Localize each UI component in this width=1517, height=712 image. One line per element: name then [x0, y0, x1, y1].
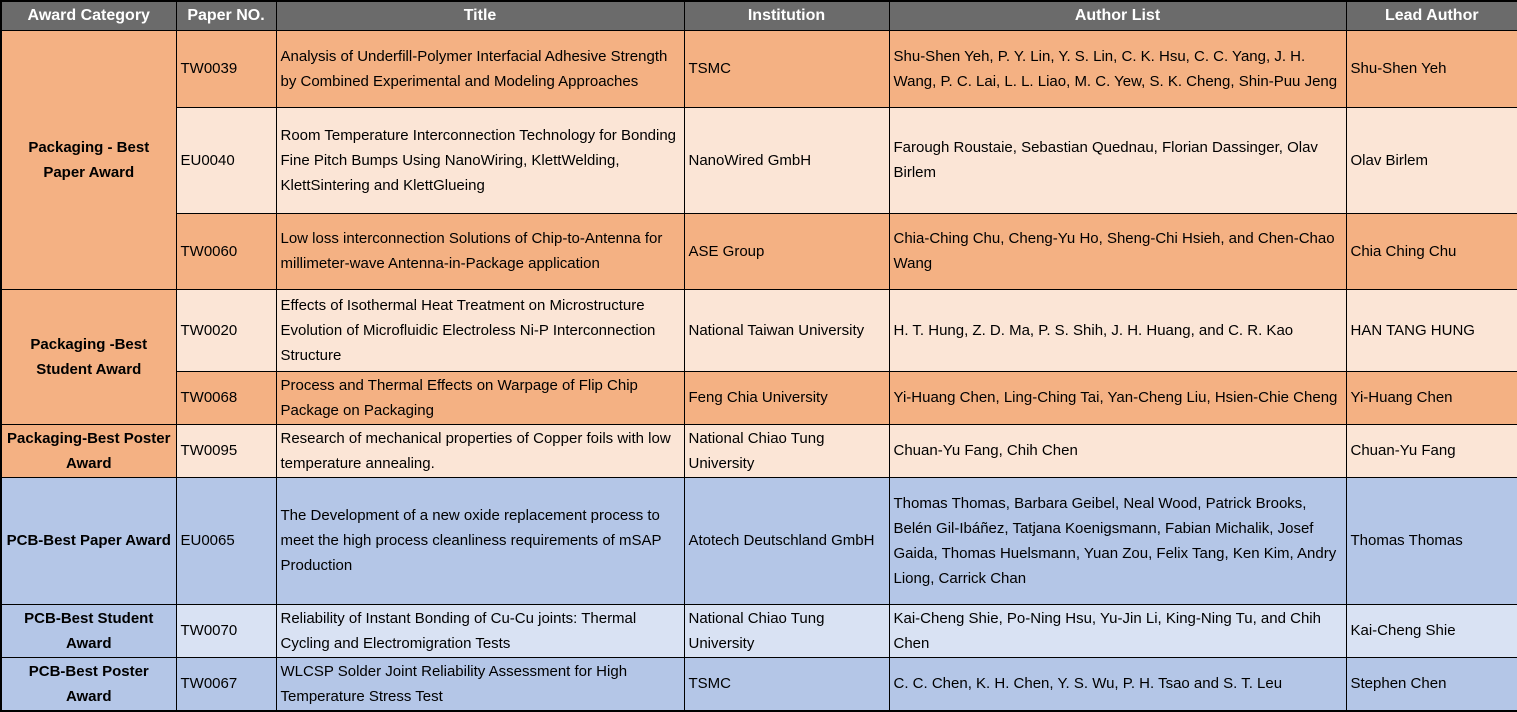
lead-author-cell: Stephen Chen: [1346, 657, 1517, 711]
category-cell-packaging-best-student: Packaging -Best Student Award: [1, 289, 176, 424]
institution-cell: Atotech Deutschland GmbH: [684, 477, 889, 604]
table-row: [1, 30, 1517, 107]
title-cell: WLCSP Solder Joint Reliability Assessment for High Temperature Stress Test: [276, 657, 684, 711]
authors-cell: Chia-Ching Chu, Cheng-Yu Ho, Sheng-Chi Hsieh, and Chen-Chao Wang: [889, 213, 1346, 289]
title-cell: Low loss interconnection Solutions of Chip-to-Antenna for millimeter-wave Antenna-in-Package application: [276, 213, 684, 289]
category-cell-packaging-best-poster: Packaging-Best Poster Award: [1, 424, 176, 477]
title-cell: Effects of Isothermal Heat Treatment on Microstructure Evolution of Microfluidic Electroless Ni-P Interconnection Structure: [276, 289, 684, 371]
title-cell: Reliability of Instant Bonding of Cu-Cu joints: Thermal Cycling and Electromigration Tests: [276, 604, 684, 657]
table-row: [1, 289, 1517, 371]
institution-cell: National Chiao Tung University: [684, 604, 889, 657]
institution-cell: National Taiwan University: [684, 289, 889, 371]
lead-author-cell: Olav Birlem: [1346, 107, 1517, 213]
table-row: [1, 107, 1517, 213]
category-cell-pcb-best-paper: PCB-Best Paper Award: [1, 477, 176, 604]
header-cell-author-list: Author List: [889, 1, 1346, 30]
title-cell: Room Temperature Interconnection Technology for Bonding Fine Pitch Bumps Using NanoWiring, KlettWelding, KlettSintering and KlettGlueing: [276, 107, 684, 213]
title-cell: Research of mechanical properties of Copper foils with low temperature annealing.: [276, 424, 684, 477]
lead-author-cell: Shu-Shen Yeh: [1346, 30, 1517, 107]
header-cell-award-category: Award Category: [1, 1, 176, 30]
table-row: [1, 213, 1517, 289]
paper-no-cell: TW0068: [176, 371, 276, 424]
header-cell-paper-no: Paper NO.: [176, 1, 276, 30]
table-row: [1, 657, 1517, 711]
category-cell-packaging-best-paper: Packaging - Best Paper Award: [1, 30, 176, 289]
authors-cell: Farough Roustaie, Sebastian Quednau, Florian Dassinger, Olav Birlem: [889, 107, 1346, 213]
category-cell-pcb-best-poster: PCB-Best Poster Award: [1, 657, 176, 711]
authors-cell: H. T. Hung, Z. D. Ma, P. S. Shih, J. H. Huang, and C. R. Kao: [889, 289, 1346, 371]
paper-no-cell: TW0070: [176, 604, 276, 657]
institution-cell: TSMC: [684, 657, 889, 711]
institution-cell: TSMC: [684, 30, 889, 107]
table-row: [1, 371, 1517, 424]
authors-cell: Yi-Huang Chen, Ling-Ching Tai, Yan-Cheng Liu, Hsien-Chie Cheng: [889, 371, 1346, 424]
institution-cell: National Chiao Tung University: [684, 424, 889, 477]
lead-author-cell: Yi-Huang Chen: [1346, 371, 1517, 424]
title-cell: Process and Thermal Effects on Warpage of Flip Chip Package on Packaging: [276, 371, 684, 424]
authors-cell: C. C. Chen, K. H. Chen, Y. S. Wu, P. H. Tsao and S. T. Leu: [889, 657, 1346, 711]
lead-author-cell: Chuan-Yu Fang: [1346, 424, 1517, 477]
header-cell-title: Title: [276, 1, 684, 30]
table-row: [1, 424, 1517, 477]
institution-cell: NanoWired GmbH: [684, 107, 889, 213]
lead-author-cell: HAN TANG HUNG: [1346, 289, 1517, 371]
lead-author-cell: Chia Ching Chu: [1346, 213, 1517, 289]
header-cell-lead-author: Lead Author: [1346, 1, 1517, 30]
title-cell: Analysis of Underfill-Polymer Interfacial Adhesive Strength by Combined Experimental and Modeling Approaches: [276, 30, 684, 107]
lead-author-cell: Kai-Cheng Shie: [1346, 604, 1517, 657]
paper-no-cell: TW0060: [176, 213, 276, 289]
paper-no-cell: TW0095: [176, 424, 276, 477]
authors-cell: Chuan-Yu Fang, Chih Chen: [889, 424, 1346, 477]
paper-no-cell: EU0065: [176, 477, 276, 604]
table-header-row: [1, 1, 1517, 30]
title-cell: The Development of a new oxide replacement process to meet the high process cleanliness requirements of mSAP Production: [276, 477, 684, 604]
header-cell-institution: Institution: [684, 1, 889, 30]
lead-author-cell: Thomas Thomas: [1346, 477, 1517, 604]
institution-cell: Feng Chia University: [684, 371, 889, 424]
paper-no-cell: EU0040: [176, 107, 276, 213]
institution-cell: ASE Group: [684, 213, 889, 289]
authors-cell: Kai-Cheng Shie, Po-Ning Hsu, Yu-Jin Li, King-Ning Tu, and Chih Chen: [889, 604, 1346, 657]
authors-cell: Thomas Thomas, Barbara Geibel, Neal Wood, Patrick Brooks, Belén Gil-Ibáñez, Tatjana Koenigsmann, Fabian Michalik, Josef Gaida, Thomas Huelsmann, Yuan Zou, Felix Tang, Ken Kim, Andry Liong, Carrick Chan: [889, 477, 1346, 604]
paper-no-cell: TW0020: [176, 289, 276, 371]
paper-no-cell: TW0067: [176, 657, 276, 711]
paper-no-cell: TW0039: [176, 30, 276, 107]
table-row: [1, 477, 1517, 604]
authors-cell: Shu-Shen Yeh, P. Y. Lin, Y. S. Lin, C. K. Hsu, C. C. Yang, J. H. Wang, P. C. Lai, L. L. Liao, M. C. Yew, S. K. Cheng, Shin-Puu Jeng: [889, 30, 1346, 107]
table-row: [1, 604, 1517, 657]
category-cell-pcb-best-student: PCB-Best Student Award: [1, 604, 176, 657]
